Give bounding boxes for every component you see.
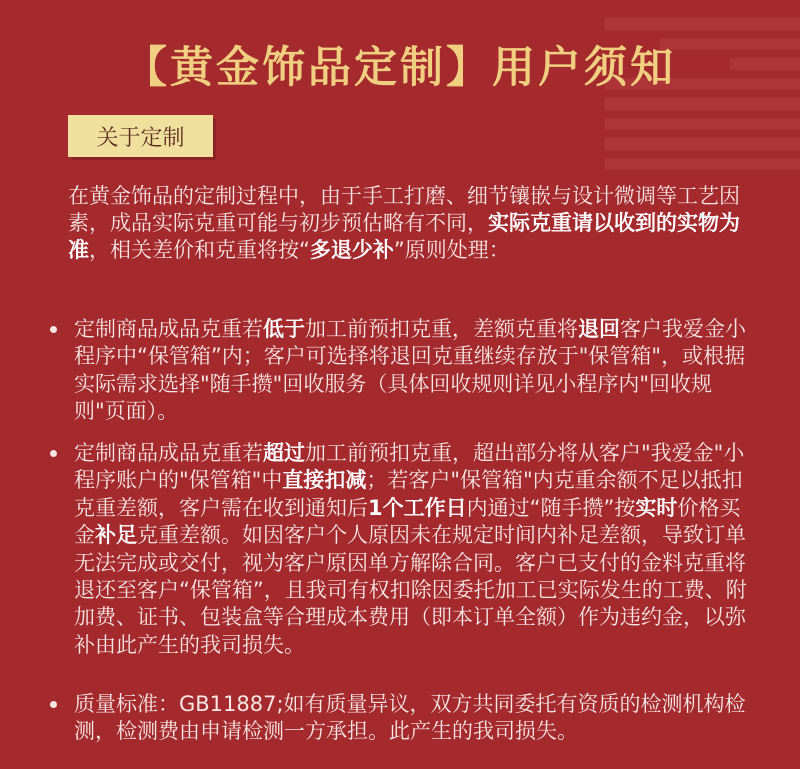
body-text: 内通过“随手攒”按 xyxy=(466,495,636,520)
section-label-text: 关于定制 xyxy=(96,125,185,151)
highlight-text: 低于 xyxy=(263,317,305,341)
body-text: 在黄金饰品的定制过程中，由于手工打磨、细节镶嵌与设计微调等工艺因素，成品实际克重可能与初步预估略有不同， xyxy=(68,184,740,235)
body-text: ”原则处理： xyxy=(393,238,510,262)
highlight-text: 超过 xyxy=(263,441,305,465)
body-text: 加工前预扣克重，差额克重将 xyxy=(305,317,578,341)
body-text: ，相关差价和克重将按“ xyxy=(89,238,310,262)
intro-paragraph xyxy=(68,183,748,264)
body-text: ；若客户"保管箱"内克重余额不足以抵扣克重差额，客户需在收到通知后 xyxy=(74,468,743,520)
list-item-text xyxy=(74,440,750,659)
bullet-icon xyxy=(50,326,57,333)
highlight-text: 实际克重请以收到的实物为准 xyxy=(68,211,740,262)
body-text: 质量标准：GB11887;如有质量异议，双方共同委托有资质的检测机构检测，检测费由申请检测一方承担。此产生的我司损失。 xyxy=(74,692,746,744)
body-text: 价格买金 xyxy=(74,495,741,548)
body-text: 加工前预扣克重，超出部分将从客户"我爱金"小程序账户的"保管箱"中 xyxy=(74,441,745,493)
list-item-text xyxy=(74,316,750,426)
list-item-text xyxy=(74,691,750,746)
list-item xyxy=(50,691,750,746)
body-text: 定制商品成品克重若 xyxy=(74,317,263,341)
page-title: 【黄金饰品定制】用户须知 xyxy=(124,43,676,93)
bullet-icon xyxy=(50,450,57,457)
section-label xyxy=(68,115,213,157)
bullet-icon xyxy=(50,701,57,708)
highlight-text: 补足 xyxy=(95,523,137,548)
list-item xyxy=(50,440,750,659)
highlight-text: 退回 xyxy=(578,317,620,341)
highlight-text: 直接扣减 xyxy=(282,468,367,493)
list-item xyxy=(50,316,750,426)
highlight-text: 实时 xyxy=(635,495,678,520)
highlight-text: 多退少补 xyxy=(309,238,394,262)
body-text: 克重差额。如因客户个人原因未在规定时间内补足差额，导致订单无法完成或交付，视为客户原因单方解除合同。客户已支付的金料克重将退还至客户“保管箱”，且我司有权扣除因委托加工已实际发生的工费、附加费、证书、包装盒等合理成本费用（即本订单全额）作为违约金，以弥补由此产生的我司损失。 xyxy=(74,523,747,657)
decorative-stripes xyxy=(600,0,800,200)
highlight-text: 1个工作日 xyxy=(368,495,467,520)
body-text: 客户我爱金小程序中“保管箱”内；客户可选择将退回克重继续存放于"保管箱"，或根据实际需求选择"随手攒"回收服务（具体回收规则详见小程序内"回收规则"页面）。 xyxy=(74,317,746,424)
body-text: 定制商品成品克重若 xyxy=(74,441,263,465)
